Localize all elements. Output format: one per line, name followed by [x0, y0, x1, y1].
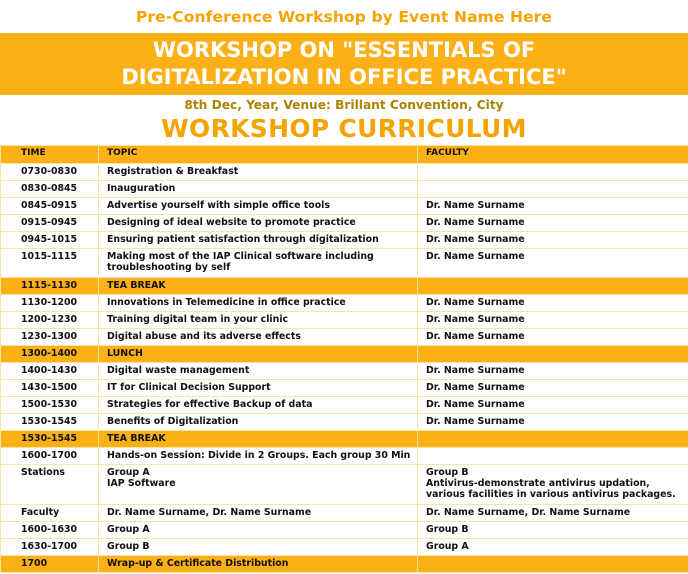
workshop-banner — [0, 33, 688, 95]
time-cell — [1, 414, 99, 431]
topic-cell-line-2: IAP Software — [107, 478, 176, 489]
break-row — [1, 346, 688, 363]
faculty-cell — [418, 346, 688, 363]
time-cell — [1, 397, 99, 414]
break-row — [1, 556, 688, 573]
time-cell-text: 1530-1545 — [21, 433, 78, 444]
faculty-cell — [418, 539, 688, 556]
time-cell — [1, 181, 99, 198]
break-row — [1, 278, 688, 295]
topic-cell — [99, 329, 418, 346]
time-cell-text: 1130-1200 — [21, 297, 78, 308]
topic-cell-text: Wrap-up & Certificate Distribution — [107, 558, 289, 569]
time-cell-text: 1430-1500 — [21, 382, 78, 393]
topic-cell-text: Group A — [107, 467, 150, 478]
faculty-cell-text: Group A — [426, 541, 469, 552]
curriculum-title: WORKSHOP CURRICULUM — [161, 113, 527, 143]
topic-cell — [99, 249, 418, 278]
table-row — [1, 329, 688, 346]
faculty-cell-text: Dr. Name Surname — [426, 416, 525, 427]
faculty-cell — [418, 312, 688, 329]
time-cell-text: 1230-1300 — [21, 331, 78, 342]
time-cell — [1, 278, 99, 295]
table-row — [1, 380, 688, 397]
faculty-cell — [418, 505, 688, 522]
column-header-time: TIME — [1, 146, 99, 164]
topic-cell — [99, 505, 418, 522]
table-row — [1, 465, 688, 505]
topic-cell — [99, 363, 418, 380]
topic-cell-text: Hands-on Session: Divide in 2 Groups. Each group 30 Min — [107, 450, 411, 461]
time-cell — [1, 164, 99, 181]
faculty-cell-line-3: various facilities in various antivirus packages. — [426, 489, 676, 500]
topic-cell-text: Group B — [107, 541, 150, 552]
topic-cell — [99, 232, 418, 249]
time-cell-text: 1400-1430 — [21, 365, 78, 376]
topic-cell-text: LUNCH — [107, 348, 143, 359]
topic-cell-text: Dr. Name Surname, Dr. Name Surname — [107, 507, 312, 518]
topic-cell — [99, 556, 418, 573]
topic-cell-text: IT for Clinical Decision Support — [107, 382, 271, 393]
curriculum-table — [0, 145, 688, 573]
time-cell-text: 1530-1545 — [21, 416, 78, 427]
faculty-cell — [418, 397, 688, 414]
faculty-cell — [418, 295, 688, 312]
table-header — [1, 146, 688, 164]
table-row — [1, 295, 688, 312]
topic-cell — [99, 448, 418, 465]
faculty-cell — [418, 448, 688, 465]
time-cell-text: 1600-1700 — [21, 450, 78, 461]
time-cell — [1, 431, 99, 448]
time-cell-text: 1600-1630 — [21, 524, 78, 535]
faculty-cell — [418, 556, 688, 573]
faculty-cell-text: Dr. Name Surname — [426, 200, 525, 211]
table-row — [1, 414, 688, 431]
topic-cell — [99, 465, 418, 505]
faculty-cell-text: Dr. Name Surname, Dr. Name Surname — [426, 507, 631, 518]
topic-cell — [99, 164, 418, 181]
faculty-cell-text: Dr. Name Surname — [426, 251, 525, 262]
topic-cell-text: Digital abuse and its adverse effects — [107, 331, 301, 342]
topic-cell — [99, 181, 418, 198]
topic-cell — [99, 539, 418, 556]
time-cell — [1, 232, 99, 249]
topic-cell-text: Registration & Breakfast — [107, 166, 239, 177]
table-row — [1, 448, 688, 465]
time-cell-text: 1630-1700 — [21, 541, 78, 552]
topic-cell — [99, 414, 418, 431]
faculty-cell — [418, 249, 688, 278]
break-row — [1, 431, 688, 448]
topic-cell-text: Ensuring patient satisfaction through digitalization — [107, 234, 379, 245]
time-cell-text: 1115-1130 — [21, 280, 78, 291]
topic-cell-text: Innovations in Telemedicine in office practice — [107, 297, 346, 308]
faculty-cell — [418, 215, 688, 232]
table-row — [1, 363, 688, 380]
table-row — [1, 539, 688, 556]
time-cell — [1, 363, 99, 380]
topic-cell — [99, 346, 418, 363]
table-row — [1, 505, 688, 522]
time-cell — [1, 295, 99, 312]
faculty-cell — [418, 278, 688, 295]
topic-cell — [99, 431, 418, 448]
time-cell-text: 1300-1400 — [21, 348, 78, 359]
table-row — [1, 164, 688, 181]
faculty-cell-line-2: Antivirus-demonstrate antivirus updation, — [426, 478, 650, 489]
faculty-cell — [418, 181, 688, 198]
faculty-cell-text: Dr. Name Surname — [426, 365, 525, 376]
time-cell — [1, 312, 99, 329]
faculty-cell — [418, 380, 688, 397]
topic-cell — [99, 312, 418, 329]
faculty-cell — [418, 522, 688, 539]
time-cell — [1, 380, 99, 397]
date-venue: 8th Dec, Year, Venue: Brillant Convention, City — [184, 98, 504, 112]
topic-cell-text: TEA BREAK — [107, 280, 166, 291]
topic-cell — [99, 198, 418, 215]
time-cell-text: 1700 — [21, 558, 48, 569]
time-cell — [1, 215, 99, 232]
table-row — [1, 312, 688, 329]
table-row — [1, 181, 688, 198]
faculty-cell-text: Dr. Name Surname — [426, 234, 525, 245]
faculty-cell-text: Dr. Name Surname — [426, 382, 525, 393]
time-cell-text: 1500-1530 — [21, 399, 78, 410]
faculty-cell — [418, 232, 688, 249]
topic-cell-text: Group A — [107, 524, 150, 535]
faculty-cell-text: Group B — [426, 524, 469, 535]
table-row — [1, 232, 688, 249]
topic-cell-text: Training digital team in your clinic — [107, 314, 289, 325]
topic-cell-line-2: troubleshooting by self — [107, 262, 231, 273]
topic-cell — [99, 295, 418, 312]
faculty-cell-text: Dr. Name Surname — [426, 217, 525, 228]
faculty-cell — [418, 363, 688, 380]
faculty-cell — [418, 465, 688, 505]
time-cell-text: Stations — [21, 467, 65, 478]
time-cell-text: 0945-1015 — [21, 234, 78, 245]
faculty-cell — [418, 164, 688, 181]
topic-cell — [99, 278, 418, 295]
column-header-faculty: FACULTY — [418, 146, 688, 164]
topic-cell-text: Strategies for effective Backup of data — [107, 399, 313, 410]
pre-conference-title: Pre-Conference Workshop by Event Name Here — [135, 7, 553, 26]
topic-cell — [99, 522, 418, 539]
time-cell-text: 0845-0915 — [21, 200, 78, 211]
topic-cell-text: Designing of ideal website to promote practice — [107, 217, 356, 228]
banner-line-1: WORKSHOP ON "ESSENTIALS OF — [152, 38, 536, 62]
faculty-cell-text: Dr. Name Surname — [426, 297, 525, 308]
table-row — [1, 249, 688, 278]
topic-cell-text: Advertise yourself with simple office tools — [107, 200, 330, 211]
faculty-cell — [418, 431, 688, 448]
time-cell — [1, 329, 99, 346]
table-row — [1, 215, 688, 232]
topic-cell-text: Inauguration — [107, 183, 176, 194]
time-cell — [1, 465, 99, 505]
time-cell — [1, 346, 99, 363]
table-row — [1, 522, 688, 539]
time-cell — [1, 249, 99, 278]
faculty-cell — [418, 198, 688, 215]
time-cell — [1, 539, 99, 556]
time-cell — [1, 198, 99, 215]
banner-line-2: DIGITALIZATION IN OFFICE PRACTICE" — [121, 65, 567, 89]
topic-cell — [99, 215, 418, 232]
time-cell — [1, 522, 99, 539]
table-row — [1, 397, 688, 414]
time-cell — [1, 556, 99, 573]
faculty-cell — [418, 329, 688, 346]
topic-cell-text: Digital waste management — [107, 365, 250, 376]
time-cell — [1, 448, 99, 465]
time-cell-text: 0830-0845 — [21, 183, 78, 194]
topic-cell-text: TEA BREAK — [107, 433, 166, 444]
time-cell-text: 1015-1115 — [21, 251, 78, 262]
topic-cell-text: Making most of the IAP Clinical software including — [107, 251, 374, 262]
faculty-cell-text: Dr. Name Surname — [426, 331, 525, 342]
topic-cell-text: Benefits of Digitalization — [107, 416, 239, 427]
time-cell — [1, 505, 99, 522]
column-header-topic: TOPIC — [99, 146, 418, 164]
faculty-cell-text: Dr. Name Surname — [426, 314, 525, 325]
table-row — [1, 198, 688, 215]
time-cell-text: Faculty — [21, 507, 60, 518]
time-cell-text: 0730-0830 — [21, 166, 78, 177]
curriculum-body — [1, 146, 688, 573]
faculty-cell-text: Dr. Name Surname — [426, 399, 525, 410]
topic-cell — [99, 380, 418, 397]
faculty-cell — [418, 414, 688, 431]
faculty-cell-text: Group B — [426, 467, 469, 478]
time-cell-text: 1200-1230 — [21, 314, 78, 325]
time-cell-text: 0915-0945 — [21, 217, 78, 228]
topic-cell — [99, 397, 418, 414]
